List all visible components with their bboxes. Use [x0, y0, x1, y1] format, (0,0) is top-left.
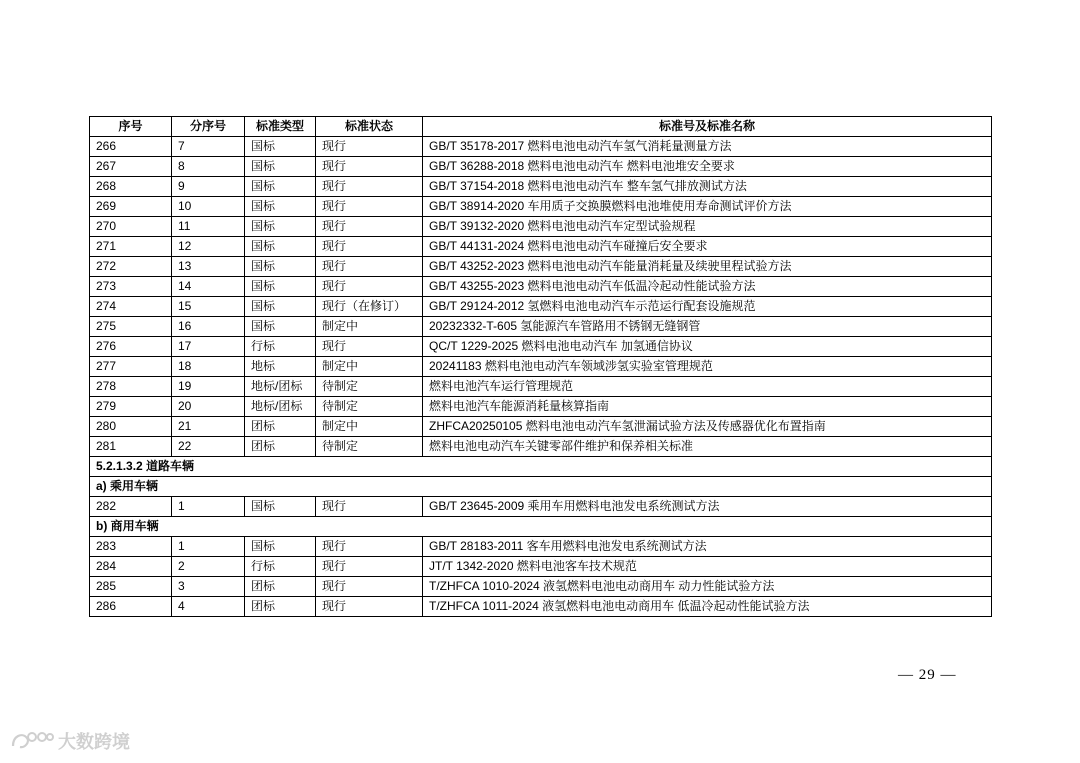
table-row [90, 417, 992, 437]
cell-serial: 285 [90, 577, 172, 597]
cell-standard-status: 现行（在修订） [316, 297, 423, 317]
cell-standard-status: 现行 [316, 597, 423, 617]
cell-standard-status: 制定中 [316, 417, 423, 437]
table-row [90, 597, 992, 617]
cell-standard-type: 国标 [245, 497, 316, 517]
cell-sub-serial: 4 [172, 597, 245, 617]
page-number: — 29 — [898, 667, 957, 683]
cell-standard-type: 地标/团标 [245, 397, 316, 417]
section-heading: b) 商用车辆 [90, 517, 992, 537]
section-heading: 5.2.1.3.2 道路车辆 [90, 457, 992, 477]
cell-serial: 286 [90, 597, 172, 617]
cell-standard-name: GB/T 35178-2017 燃料电池电动汽车氢气消耗量测量方法 [423, 137, 992, 157]
table-row [90, 157, 992, 177]
cell-standard-status: 制定中 [316, 317, 423, 337]
cell-standard-type: 国标 [245, 277, 316, 297]
cell-serial: 272 [90, 257, 172, 277]
table-row [90, 337, 992, 357]
table-row [90, 257, 992, 277]
cell-standard-type: 团标 [245, 577, 316, 597]
cell-sub-serial: 18 [172, 357, 245, 377]
cell-standard-name: GB/T 38914-2020 车用质子交换膜燃料电池堆使用寿命测试评价方法 [423, 197, 992, 217]
cell-serial: 269 [90, 197, 172, 217]
cell-sub-serial: 10 [172, 197, 245, 217]
table-row [90, 497, 992, 517]
cell-serial: 278 [90, 377, 172, 397]
cell-serial: 271 [90, 237, 172, 257]
cell-standard-type: 国标 [245, 137, 316, 157]
cell-sub-serial: 13 [172, 257, 245, 277]
cell-standard-type: 国标 [245, 317, 316, 337]
cell-standard-type: 行标 [245, 557, 316, 577]
logo-icon [10, 728, 54, 754]
standards-table [89, 116, 992, 617]
cell-standard-type: 地标 [245, 357, 316, 377]
cell-sub-serial: 14 [172, 277, 245, 297]
cell-standard-type: 国标 [245, 197, 316, 217]
cell-standard-name: 燃料电池电动汽车关键零部件维护和保养相关标准 [423, 437, 992, 457]
cell-standard-type: 团标 [245, 437, 316, 457]
cell-sub-serial: 2 [172, 557, 245, 577]
cell-serial: 273 [90, 277, 172, 297]
cell-standard-type: 团标 [245, 597, 316, 617]
cell-standard-name: GB/T 43255-2023 燃料电池电动汽车低温冷起动性能试验方法 [423, 277, 992, 297]
cell-standard-name: T/ZHFCA 1010-2024 液氢燃料电池电动商用车 动力性能试验方法 [423, 577, 992, 597]
cell-serial: 266 [90, 137, 172, 157]
cell-standard-status: 现行 [316, 217, 423, 237]
cell-sub-serial: 21 [172, 417, 245, 437]
cell-serial: 284 [90, 557, 172, 577]
table-row [90, 277, 992, 297]
cell-serial: 270 [90, 217, 172, 237]
cell-sub-serial: 1 [172, 537, 245, 557]
cell-standard-name: GB/T 43252-2023 燃料电池电动汽车能量消耗量及续驶里程试验方法 [423, 257, 992, 277]
cell-serial: 274 [90, 297, 172, 317]
cell-standard-type: 国标 [245, 217, 316, 237]
cell-serial: 275 [90, 317, 172, 337]
table-row [90, 177, 992, 197]
cell-serial: 282 [90, 497, 172, 517]
cell-sub-serial: 3 [172, 577, 245, 597]
table-body [90, 137, 992, 617]
cell-standard-status: 待制定 [316, 377, 423, 397]
cell-standard-type: 国标 [245, 297, 316, 317]
cell-standard-name: GB/T 29124-2012 氢燃料电池电动汽车示范运行配套设施规范 [423, 297, 992, 317]
cell-standard-name: GB/T 39132-2020 燃料电池电动汽车定型试验规程 [423, 217, 992, 237]
cell-standard-name: 燃料电池汽车能源消耗量核算指南 [423, 397, 992, 417]
header-standard-status: 标准状态 [316, 117, 423, 137]
watermark-text: 大数跨境 [58, 732, 130, 752]
table-row [90, 197, 992, 217]
table-row [90, 137, 992, 157]
cell-standard-status: 现行 [316, 277, 423, 297]
cell-standard-name: 燃料电池汽车运行管理规范 [423, 377, 992, 397]
watermark [10, 728, 130, 754]
cell-standard-name: GB/T 44131-2024 燃料电池电动汽车碰撞后安全要求 [423, 237, 992, 257]
cell-sub-serial: 9 [172, 177, 245, 197]
cell-standard-type: 团标 [245, 417, 316, 437]
header-sub-serial: 分序号 [172, 117, 245, 137]
cell-standard-name: QC/T 1229-2025 燃料电池电动汽车 加氢通信协议 [423, 337, 992, 357]
cell-sub-serial: 8 [172, 157, 245, 177]
cell-sub-serial: 11 [172, 217, 245, 237]
cell-standard-name: GB/T 28183-2011 客车用燃料电池发电系统测试方法 [423, 537, 992, 557]
cell-serial: 279 [90, 397, 172, 417]
table-row [90, 537, 992, 557]
cell-standard-status: 现行 [316, 237, 423, 257]
cell-standard-type: 国标 [245, 257, 316, 277]
cell-serial: 267 [90, 157, 172, 177]
cell-sub-serial: 1 [172, 497, 245, 517]
table-row [90, 577, 992, 597]
section-heading: a) 乘用车辆 [90, 477, 992, 497]
cell-standard-status: 现行 [316, 177, 423, 197]
cell-serial: 281 [90, 437, 172, 457]
cell-sub-serial: 16 [172, 317, 245, 337]
cell-standard-type: 国标 [245, 237, 316, 257]
cell-sub-serial: 12 [172, 237, 245, 257]
cell-standard-type: 行标 [245, 337, 316, 357]
cell-standard-type: 地标/团标 [245, 377, 316, 397]
table-row [90, 297, 992, 317]
cell-standard-status: 现行 [316, 157, 423, 177]
cell-standard-status: 现行 [316, 497, 423, 517]
cell-standard-status: 现行 [316, 577, 423, 597]
cell-standard-type: 国标 [245, 157, 316, 177]
cell-standard-name: 20232332-T-605 氢能源汽车管路用不锈钢无缝钢管 [423, 317, 992, 337]
cell-standard-status: 待制定 [316, 397, 423, 417]
cell-standard-status: 现行 [316, 197, 423, 217]
section-row [90, 517, 992, 537]
table-row [90, 557, 992, 577]
cell-sub-serial: 15 [172, 297, 245, 317]
cell-standard-name: JT/T 1342-2020 燃料电池客车技术规范 [423, 557, 992, 577]
cell-standard-name: GB/T 36288-2018 燃料电池电动汽车 燃料电池堆安全要求 [423, 157, 992, 177]
cell-standard-name: 20241183 燃料电池电动汽车领域涉氢实验室管理规范 [423, 357, 992, 377]
cell-standard-status: 现行 [316, 557, 423, 577]
cell-sub-serial: 22 [172, 437, 245, 457]
cell-serial: 277 [90, 357, 172, 377]
table-row [90, 397, 992, 417]
cell-sub-serial: 7 [172, 137, 245, 157]
section-row [90, 477, 992, 497]
header-standard-name: 标准号及标准名称 [423, 117, 992, 137]
cell-sub-serial: 20 [172, 397, 245, 417]
cell-standard-status: 制定中 [316, 357, 423, 377]
cell-standard-name: GB/T 23645-2009 乘用车用燃料电池发电系统测试方法 [423, 497, 992, 517]
cell-sub-serial: 19 [172, 377, 245, 397]
cell-standard-name: GB/T 37154-2018 燃料电池电动汽车 整车氢气排放测试方法 [423, 177, 992, 197]
cell-serial: 268 [90, 177, 172, 197]
table-row [90, 377, 992, 397]
cell-standard-status: 现行 [316, 337, 423, 357]
cell-standard-name: T/ZHFCA 1011-2024 液氢燃料电池电动商用车 低温冷起动性能试验方法 [423, 597, 992, 617]
table-row [90, 357, 992, 377]
header-standard-type: 标准类型 [245, 117, 316, 137]
cell-standard-status: 现行 [316, 137, 423, 157]
cell-serial: 276 [90, 337, 172, 357]
table-row [90, 437, 992, 457]
table-row [90, 217, 992, 237]
header-serial: 序号 [90, 117, 172, 137]
cell-sub-serial: 17 [172, 337, 245, 357]
table-row [90, 317, 992, 337]
cell-standard-status: 待制定 [316, 437, 423, 457]
cell-standard-status: 现行 [316, 257, 423, 277]
section-row [90, 457, 992, 477]
cell-standard-type: 国标 [245, 177, 316, 197]
cell-standard-name: ZHFCA20250105 燃料电池电动汽车氢泄漏试验方法及传感器优化布置指南 [423, 417, 992, 437]
cell-serial: 283 [90, 537, 172, 557]
cell-serial: 280 [90, 417, 172, 437]
table-header-row [90, 117, 992, 137]
table-row [90, 237, 992, 257]
cell-standard-status: 现行 [316, 537, 423, 557]
cell-standard-type: 国标 [245, 537, 316, 557]
